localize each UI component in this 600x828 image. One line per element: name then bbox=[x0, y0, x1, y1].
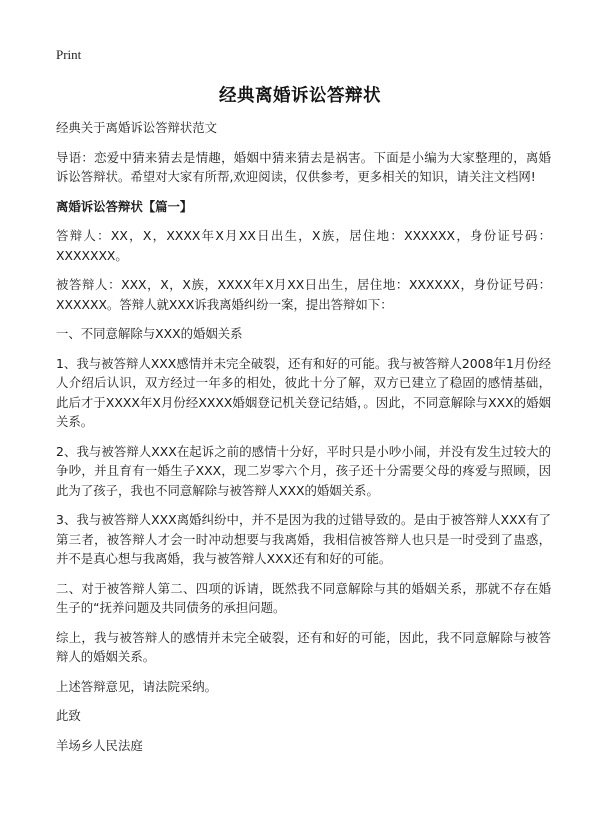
section-heading: 离婚诉讼答辩状【篇一】 bbox=[56, 198, 193, 214]
document-title: 经典离婚诉讼答辩状 bbox=[219, 86, 381, 106]
document-body bbox=[56, 118, 551, 765]
salutation: 此致 bbox=[56, 708, 81, 723]
respondent-paragraph: 答辩人：XX，X，XXXX年X月XX日出生，X族，居住地：XXXXXX，身份证号码：XXXXXXX。 bbox=[56, 228, 551, 263]
print-label: Print bbox=[56, 47, 82, 62]
point-3-paragraph: 3、我与被答辩人XXX离婚纠纷中，并不是因为我的过错导致的。是由于被答辩人XXX有了第三者，被答辩人才会一时冲动想要与我离婚，我相信被答辩人也只是一时受到了蛊惑，并不是真心想与我离婚，我与被答辩人XXX还有和好的可能。 bbox=[56, 512, 551, 566]
request-paragraph: 上述答辩意见，请法院采纳。 bbox=[56, 678, 218, 694]
subtitle-paragraph: 经典关于离婚诉讼答辩状范文 bbox=[56, 120, 218, 135]
point-2-paragraph: 2、我与被答辩人XXX在起诉之前的感情十分好，平时只是小吵小闹，并没有发生过较大的争吵，并且育有一婚生子XXX，现二岁零六个月，孩子还十分需要父母的疼爱与照顾，因此为了孩子，我也不同意解除与被答辩人XXX的婚姻关系。 bbox=[56, 443, 551, 498]
point-1-paragraph: 1、我与被答辩人XXX感情并未完全破裂，还有和好的可能。我与被答辩人2008年1月份经人介绍后认识，双方经过一年多的相处，彼此十分了解，双方已建立了稳固的感情基础，此后才于XXXX年X月份经XXXX婚姻登记机关登记结婚，。因此，不同意解除与XXX的婚姻关系。 bbox=[56, 355, 551, 429]
point-one-heading: 一、不同意解除与XXX的婚姻关系 bbox=[56, 326, 243, 341]
summary-paragraph: 综上，我与被答辩人的感情并未完全破裂，还有和好的可能，因此，我不同意解除与被答辩人的婚姻关系。 bbox=[56, 629, 551, 664]
intro-paragraph: 导语：恋爱中猜来猜去是情趣，婚姻中猜来猜去是祸害。下面是小编为大家整理的，离婚诉讼答辩状。希望对大家有所帮,欢迎阅读，仅供参考，更多相关的知识，请关注文档网! bbox=[56, 149, 551, 184]
plaintiff-paragraph: 被答辩人：XXX，X，X族，XXXX年X月XX日出生，居住地：XXXXXX，身份证号码：XXXXXX。答辩人就XXX诉我离婚纠纷一案，提出答辩如下： bbox=[56, 277, 551, 312]
point-two-paragraph: 二、对于被答辩人第二、四项的诉请，既然我不同意解除与其的婚姻关系，那就不存在婚生子的“抚养问题及共同债务的承担问题。 bbox=[56, 580, 551, 615]
court-name: 羊场乡人民法庭 bbox=[56, 737, 143, 753]
